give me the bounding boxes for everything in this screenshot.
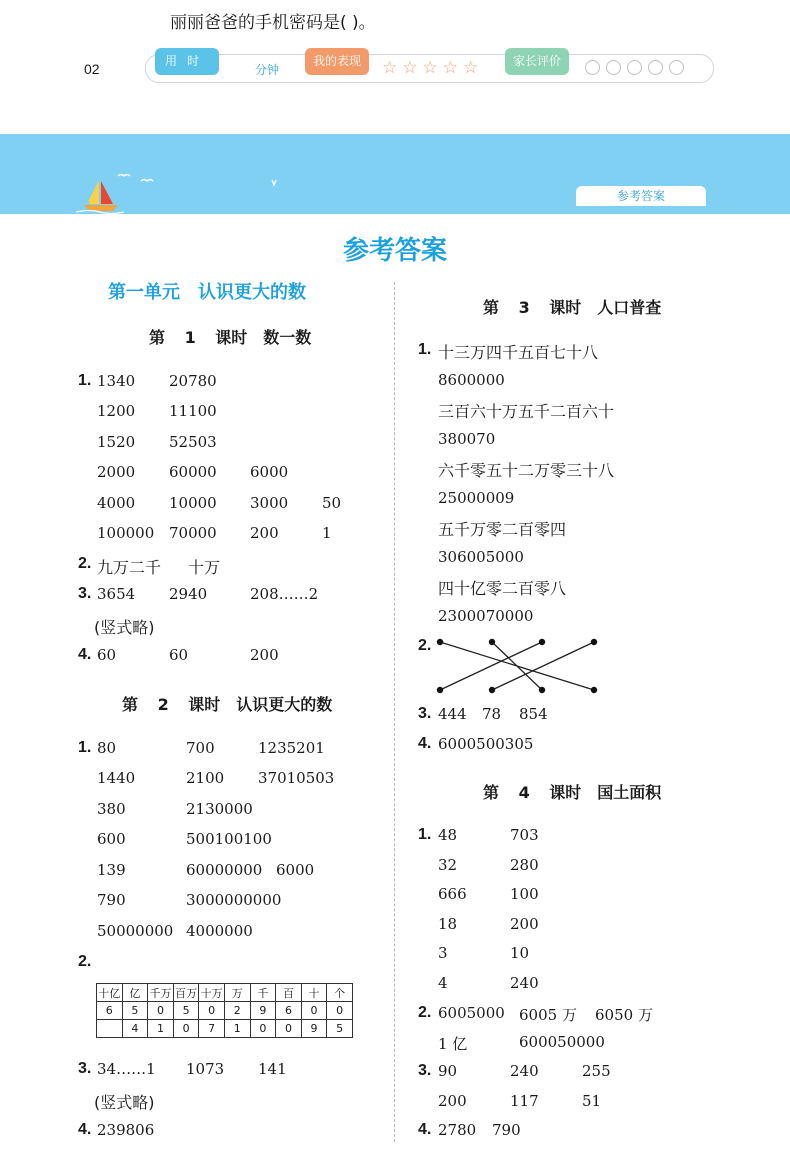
table-header-cell: 亿	[122, 984, 148, 1002]
question-number: 2.	[418, 637, 432, 654]
answer-value: 60000	[169, 463, 217, 481]
answer-value: 6000	[250, 463, 289, 481]
minutes-label: 分钟	[255, 63, 280, 77]
question-number: 3.	[78, 1060, 92, 1077]
answer-value: 790	[492, 1121, 521, 1139]
time-used-tab: 用时	[155, 48, 219, 75]
sailboat-icon	[76, 180, 124, 214]
smiley-face-icon[interactable]	[627, 60, 642, 75]
answer-value: 4	[438, 974, 448, 992]
answer-value: 32	[438, 856, 458, 874]
answer-value: 6005 万	[519, 1006, 577, 1024]
answer-line: 306005000	[438, 548, 524, 566]
table-cell: 6	[97, 1002, 123, 1020]
table-header-cell: 十	[301, 984, 327, 1002]
answer-line: 三百六十万五千二百六十	[438, 402, 615, 421]
answer-value: 18	[438, 915, 458, 933]
answer-value: 117	[510, 1092, 539, 1110]
table-cell: 2	[224, 1002, 250, 1020]
note-text: (竖式略)	[94, 618, 155, 637]
question-number: 4.	[78, 1121, 92, 1138]
answer-value: 78	[482, 705, 502, 723]
answer-value: 2780	[438, 1121, 477, 1139]
question-number: 2.	[78, 953, 92, 970]
table-header-cell: 个	[327, 984, 353, 1002]
answer-value: 2130000	[186, 800, 253, 818]
answer-value: 100	[510, 885, 539, 903]
answer-value: 200	[510, 915, 539, 933]
question-number: 1.	[78, 739, 92, 756]
answer-line: 380070	[438, 430, 496, 448]
question-number: 3.	[418, 1062, 432, 1079]
table-row	[97, 984, 353, 1002]
seagull-icon	[118, 175, 276, 186]
answer-line: 2300070000	[438, 607, 534, 625]
answer-value: 60	[169, 646, 189, 664]
question-number: 1.	[418, 826, 432, 843]
question-number: 4.	[78, 646, 92, 663]
answer-line: 25000009	[438, 489, 515, 507]
question-number: 1.	[418, 341, 432, 358]
answer-value: 500100100	[186, 830, 272, 848]
answer-key-tab[interactable]: 参考答案	[576, 186, 706, 206]
answer-value: 139	[97, 861, 126, 879]
table-header-cell: 千	[250, 984, 276, 1002]
answer-line: 8600000	[438, 371, 505, 389]
password-question-line: 丽丽爸爸的手机密码是( )。	[170, 13, 376, 33]
answer-value: 60000000	[186, 861, 263, 879]
question-number: 2.	[78, 555, 92, 572]
table-header-cell: 千万	[148, 984, 174, 1002]
answer-value: 50000000	[97, 922, 174, 940]
table-row	[97, 1020, 353, 1038]
answer-value: 666	[438, 885, 467, 903]
smiley-face-icon[interactable]	[669, 60, 684, 75]
answer-value: 3000	[250, 494, 289, 512]
answer-value: 80	[97, 739, 117, 757]
question-number: 4.	[418, 735, 432, 752]
table-cell: 0	[327, 1002, 353, 1020]
table-cell: 0	[199, 1002, 225, 1020]
answer-value: 4000000	[186, 922, 253, 940]
answer-value: 444	[438, 705, 467, 723]
answer-value: 1440	[97, 769, 136, 787]
table-header-cell: 万	[224, 984, 250, 1002]
answer-value: 255	[582, 1062, 611, 1080]
answer-value: 240	[510, 1062, 539, 1080]
answer-line: 四十亿零二百零八	[438, 579, 567, 598]
answer-line: 六千零五十二万零三十八	[438, 461, 615, 480]
answer-value: 100000	[97, 524, 155, 542]
table-cell: 7	[199, 1020, 225, 1038]
page-number: 02	[84, 61, 100, 77]
answer-value: 70000	[169, 524, 217, 542]
table-cell: 4	[122, 1020, 148, 1038]
question-number: 3.	[418, 705, 432, 722]
smiley-face-icon[interactable]	[585, 60, 600, 75]
answer-value: 200	[250, 646, 279, 664]
parent-evaluation-tab: 家长评价	[505, 48, 569, 75]
question-number: 1.	[78, 372, 92, 389]
answer-value: 3	[438, 944, 448, 962]
answer-value: 1235201	[258, 739, 325, 757]
answer-value: 十万	[188, 558, 221, 577]
answer-value: 48	[438, 826, 458, 844]
matching-lines-diagram	[430, 636, 610, 696]
answer-value: 2940	[169, 585, 208, 603]
table-cell	[97, 1020, 123, 1038]
answer-value: 1073	[186, 1060, 225, 1078]
answer-value: 2000	[97, 463, 136, 481]
answer-value: 1200	[97, 402, 136, 420]
answer-value: 854	[519, 705, 548, 723]
table-cell: 6	[276, 1002, 302, 1020]
place-value-table	[96, 983, 353, 1038]
answer-value: 10000	[169, 494, 217, 512]
answer-value: 3000000000	[186, 891, 282, 909]
answer-value: 700	[186, 739, 215, 757]
answer-value: 34……1	[97, 1060, 156, 1078]
question-number: 3.	[78, 585, 92, 602]
answer-value: 1	[322, 524, 332, 542]
table-header-cell: 十亿	[97, 984, 123, 1002]
lesson-2-title: 第 2 课时 认识更大的数	[122, 695, 333, 714]
page-title: 参考答案	[342, 236, 447, 266]
column-divider	[394, 282, 395, 1142]
answer-value: 4000	[97, 494, 136, 512]
table-cell: 0	[173, 1020, 199, 1038]
table-header-cell: 百万	[173, 984, 199, 1002]
lesson-3-title: 第 3 课时 人口普查	[483, 298, 662, 317]
answer-value: 240	[510, 974, 539, 992]
answer-value: 九万二千	[97, 558, 162, 577]
answer-value: 200	[438, 1092, 467, 1110]
answer-value: 60	[97, 646, 117, 664]
answer-value: 380	[97, 800, 126, 818]
smiley-face-icon[interactable]	[606, 60, 621, 75]
answer-line: 五千万零二百零四	[438, 520, 567, 539]
table-cell: 5	[122, 1002, 148, 1020]
answer-value: 37010503	[258, 769, 335, 787]
answer-value: 6005000	[438, 1004, 505, 1022]
answer-value: 6000500305	[438, 735, 534, 753]
answer-value: 280	[510, 856, 539, 874]
answer-value: 1520	[97, 433, 136, 451]
answer-value: 52503	[169, 433, 217, 451]
answer-value: 1340	[97, 372, 136, 390]
lesson-1-title: 第 1 课时 数一数	[149, 328, 312, 347]
parent-rating-faces[interactable]	[585, 60, 684, 75]
answer-value: 790	[97, 891, 126, 909]
answer-value: 141	[258, 1060, 287, 1078]
answer-line: 十三万四千五百七十八	[438, 343, 599, 362]
answer-value: 1 亿	[438, 1035, 468, 1053]
table-header-cell: 百	[276, 984, 302, 1002]
table-cell: 1	[148, 1020, 174, 1038]
answer-value: 50	[322, 494, 342, 512]
answer-value: 6050 万	[595, 1006, 653, 1024]
answer-value: 51	[582, 1092, 602, 1110]
lesson-4-title: 第 4 课时 国土面积	[483, 783, 662, 802]
answer-value: 6000	[276, 861, 315, 879]
table-header-cell: 十万	[199, 984, 225, 1002]
answer-value: 2100	[186, 769, 225, 787]
question-number: 4.	[418, 1121, 432, 1138]
table-cell: 5	[173, 1002, 199, 1020]
table-cell: 9	[250, 1002, 276, 1020]
answer-value: 600050000	[519, 1033, 605, 1051]
table-cell: 0	[301, 1002, 327, 1020]
unit-title: 第一单元 认识更大的数	[108, 282, 306, 303]
answer-value: 239806	[97, 1121, 155, 1139]
table-cell: 0	[250, 1020, 276, 1038]
answer-value: 703	[510, 826, 539, 844]
performance-tab: 我的表现	[305, 48, 369, 75]
answer-value: 200	[250, 524, 279, 542]
answer-value: 3654	[97, 585, 136, 603]
answer-value: 20780	[169, 372, 217, 390]
table-cell: 1	[224, 1020, 250, 1038]
answer-value: 208……2	[250, 585, 319, 603]
answer-value: 600	[97, 830, 126, 848]
table-row	[97, 1002, 353, 1020]
rating-stars-icon[interactable]: ☆☆☆☆☆	[382, 58, 484, 78]
note-text: (竖式略)	[94, 1093, 155, 1112]
answer-value: 11100	[169, 402, 217, 420]
answer-value: 90	[438, 1062, 458, 1080]
question-number: 2.	[418, 1004, 432, 1021]
table-cell: 0	[148, 1002, 174, 1020]
smiley-face-icon[interactable]	[648, 60, 663, 75]
table-cell: 0	[276, 1020, 302, 1038]
answer-value: 10	[510, 944, 530, 962]
table-cell: 5	[327, 1020, 353, 1038]
table-cell: 9	[301, 1020, 327, 1038]
